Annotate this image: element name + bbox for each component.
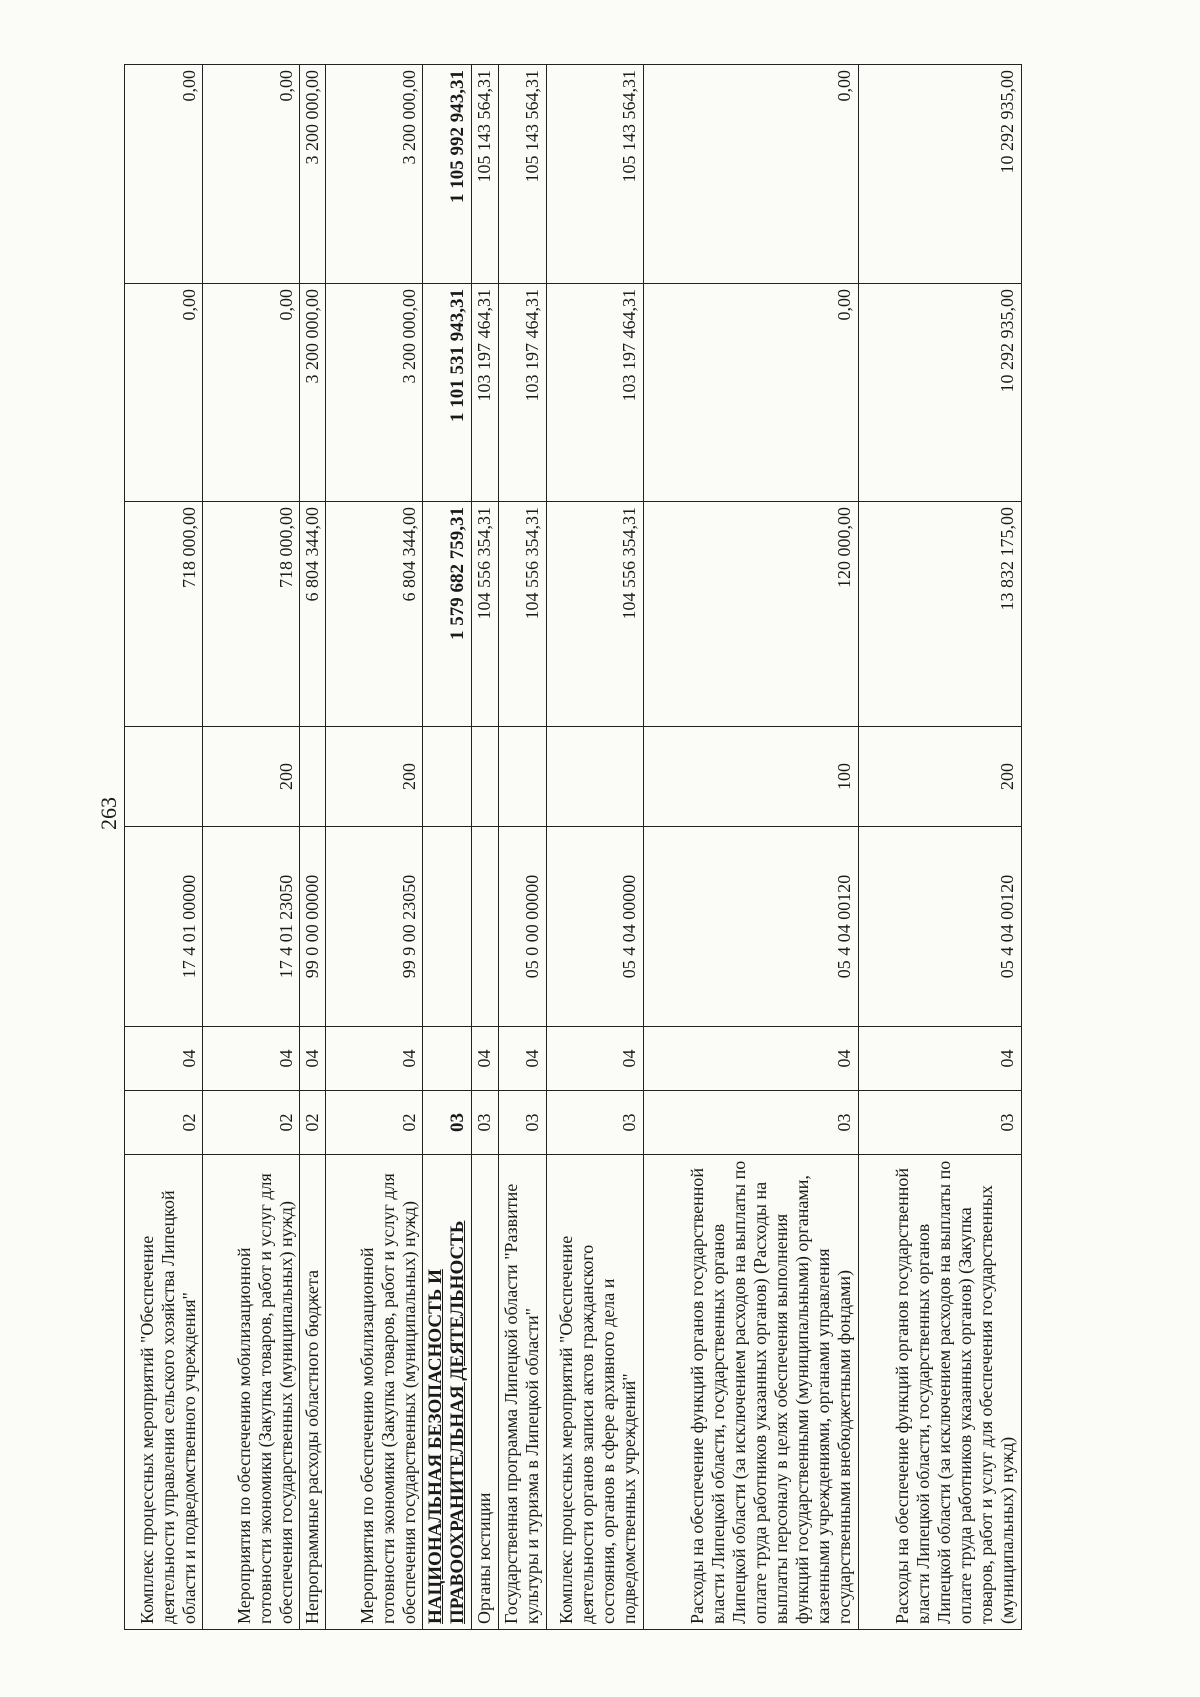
row-name-cell: Комплекс процессных мероприятий "Обеспечение деятельности органов записи актов гражданского состояния, органов в сфере архивного дела и подведомственных учреждений": [546, 1155, 643, 1630]
budget-table: [124, 64, 1022, 1630]
table-row: [326, 65, 423, 1630]
amount-2-cell: 103 197 464,31: [472, 284, 498, 502]
amount-3-cell: 3 200 000,00: [300, 65, 326, 284]
amount-3-cell: 10 292 935,00: [858, 65, 1021, 284]
section-code-cell: 03: [643, 1091, 858, 1155]
expense-kind-cell: [300, 727, 326, 827]
row-name-cell: Государственная программа Липецкой области "Развитие культуры и туризма в Липецкой области": [498, 1155, 546, 1630]
amount-3-cell: 105 143 564,31: [498, 65, 546, 284]
expense-kind-cell: 200: [858, 727, 1021, 827]
subsection-code-cell: 04: [498, 1027, 546, 1091]
section-code-cell: 03: [498, 1091, 546, 1155]
expense-kind-cell: [423, 727, 472, 827]
amount-1-cell: 6 804 344,00: [326, 502, 423, 727]
table-body: [125, 65, 1022, 1630]
table-row: [423, 65, 472, 1630]
amount-2-cell: 0,00: [643, 284, 858, 502]
subsection-code-cell: 04: [546, 1027, 643, 1091]
row-name-cell: Мероприятия по обеспечению мобилизационной готовности экономики (Закупка товаров, работ и услуг для обеспечения государственных (муниципальных) нужд): [326, 1155, 423, 1630]
amount-2-cell: 103 197 464,31: [546, 284, 643, 502]
target-article-cell: 17 4 01 00000: [125, 827, 203, 1027]
amount-2-cell: 0,00: [125, 284, 203, 502]
target-article-cell: 17 4 01 23050: [203, 827, 300, 1027]
amount-3-cell: 0,00: [203, 65, 300, 284]
table-row: [125, 65, 203, 1630]
target-article-cell: [472, 827, 498, 1027]
table-row: [300, 65, 326, 1630]
row-name-cell: Мероприятия по обеспечению мобилизационной готовности экономики (Закупка товаров, работ и услуг для обеспечения государственных (муниципальных) нужд): [203, 1155, 300, 1630]
expense-kind-cell: [472, 727, 498, 827]
expense-kind-cell: [498, 727, 546, 827]
section-code-cell: 02: [300, 1091, 326, 1155]
amount-1-cell: 104 556 354,31: [498, 502, 546, 727]
table-row: [472, 65, 498, 1630]
subsection-code-cell: 04: [472, 1027, 498, 1091]
amount-2-cell: 3 200 000,00: [300, 284, 326, 502]
table-row: [643, 65, 858, 1630]
target-article-cell: 05 4 04 00120: [858, 827, 1021, 1027]
amount-2-cell: 10 292 935,00: [858, 284, 1021, 502]
table-row: [203, 65, 300, 1630]
row-name-cell: Органы юстиции: [472, 1155, 498, 1630]
amount-3-cell: 0,00: [643, 65, 858, 284]
amount-3-cell: 0,00: [125, 65, 203, 284]
section-code-cell: 03: [423, 1091, 472, 1155]
expense-kind-cell: [546, 727, 643, 827]
subsection-code-cell: [423, 1027, 472, 1091]
expense-kind-cell: [125, 727, 203, 827]
row-name-cell: Расходы на обеспечение функций органов государственной власти Липецкой области, государственных органов Липецкой области (за исключением расходов на выплаты по оплате труда работников указанных органов) (Расходы на выплаты персоналу в целях обеспечения выполнения функций государственными (муниципальными) органами, казенными учреждениями, органами управления государственными внебюджетными фондами): [643, 1155, 858, 1630]
amount-3-cell: 105 143 564,31: [546, 65, 643, 284]
section-code-cell: 03: [858, 1091, 1021, 1155]
subsection-code-cell: 04: [858, 1027, 1021, 1091]
expense-kind-cell: 200: [326, 727, 423, 827]
table-row: [858, 65, 1021, 1630]
amount-1-cell: 104 556 354,31: [472, 502, 498, 727]
subsection-code-cell: 04: [125, 1027, 203, 1091]
section-code-cell: 02: [125, 1091, 203, 1155]
target-article-cell: [423, 827, 472, 1027]
section-code-cell: 03: [546, 1091, 643, 1155]
subsection-code-cell: 04: [203, 1027, 300, 1091]
target-article-cell: 99 9 00 23050: [326, 827, 423, 1027]
table-row: [498, 65, 546, 1630]
row-name-cell: Непрограммные расходы областного бюджета: [300, 1155, 326, 1630]
amount-2-cell: 0,00: [203, 284, 300, 502]
row-name-cell: НАЦИОНАЛЬНАЯ БЕЗОПАСНОСТЬ И ПРАВООХРАНИТЕЛЬНАЯ ДЕЯТЕЛЬНОСТЬ: [423, 1155, 472, 1630]
amount-2-cell: 3 200 000,00: [326, 284, 423, 502]
expense-kind-cell: 100: [643, 727, 858, 827]
row-name-cell: Расходы на обеспечение функций органов государственной власти Липецкой области, государственных органов Липецкой области (за исключением расходов на выплаты по оплате труда работников указанных органов) (Закупка товаров, работ и услуг для обеспечения государственных (муниципальных) нужд): [858, 1155, 1021, 1630]
amount-1-cell: 718 000,00: [203, 502, 300, 727]
amount-3-cell: 3 200 000,00: [326, 65, 423, 284]
expense-kind-cell: 200: [203, 727, 300, 827]
target-article-cell: 05 0 00 00000: [498, 827, 546, 1027]
section-code-cell: 02: [203, 1091, 300, 1155]
subsection-code-cell: 04: [643, 1027, 858, 1091]
amount-1-cell: 1 579 682 759,31: [423, 502, 472, 727]
amount-1-cell: 718 000,00: [125, 502, 203, 727]
target-article-cell: 05 4 04 00000: [546, 827, 643, 1027]
amount-2-cell: 1 101 531 943,31: [423, 284, 472, 502]
amount-1-cell: 13 832 175,00: [858, 502, 1021, 727]
table-row: [546, 65, 643, 1630]
amount-3-cell: 1 105 992 943,31: [423, 65, 472, 284]
amount-1-cell: 120 000,00: [643, 502, 858, 727]
subsection-code-cell: 04: [300, 1027, 326, 1091]
subsection-code-cell: 04: [326, 1027, 423, 1091]
section-code-cell: 02: [326, 1091, 423, 1155]
target-article-cell: 05 4 04 00120: [643, 827, 858, 1027]
rotated-page-content: [124, 65, 1022, 1630]
target-article-cell: 99 0 00 00000: [300, 827, 326, 1027]
amount-1-cell: 6 804 344,00: [300, 502, 326, 727]
amount-3-cell: 105 143 564,31: [472, 65, 498, 284]
page-number: 263: [96, 797, 121, 830]
amount-1-cell: 104 556 354,31: [546, 502, 643, 727]
amount-2-cell: 103 197 464,31: [498, 284, 546, 502]
row-name-cell: Комплекс процессных мероприятий "Обеспечение деятельности управления сельского хозяйства Липецкой области и подведомственного учреждения": [125, 1155, 203, 1630]
section-code-cell: 03: [472, 1091, 498, 1155]
